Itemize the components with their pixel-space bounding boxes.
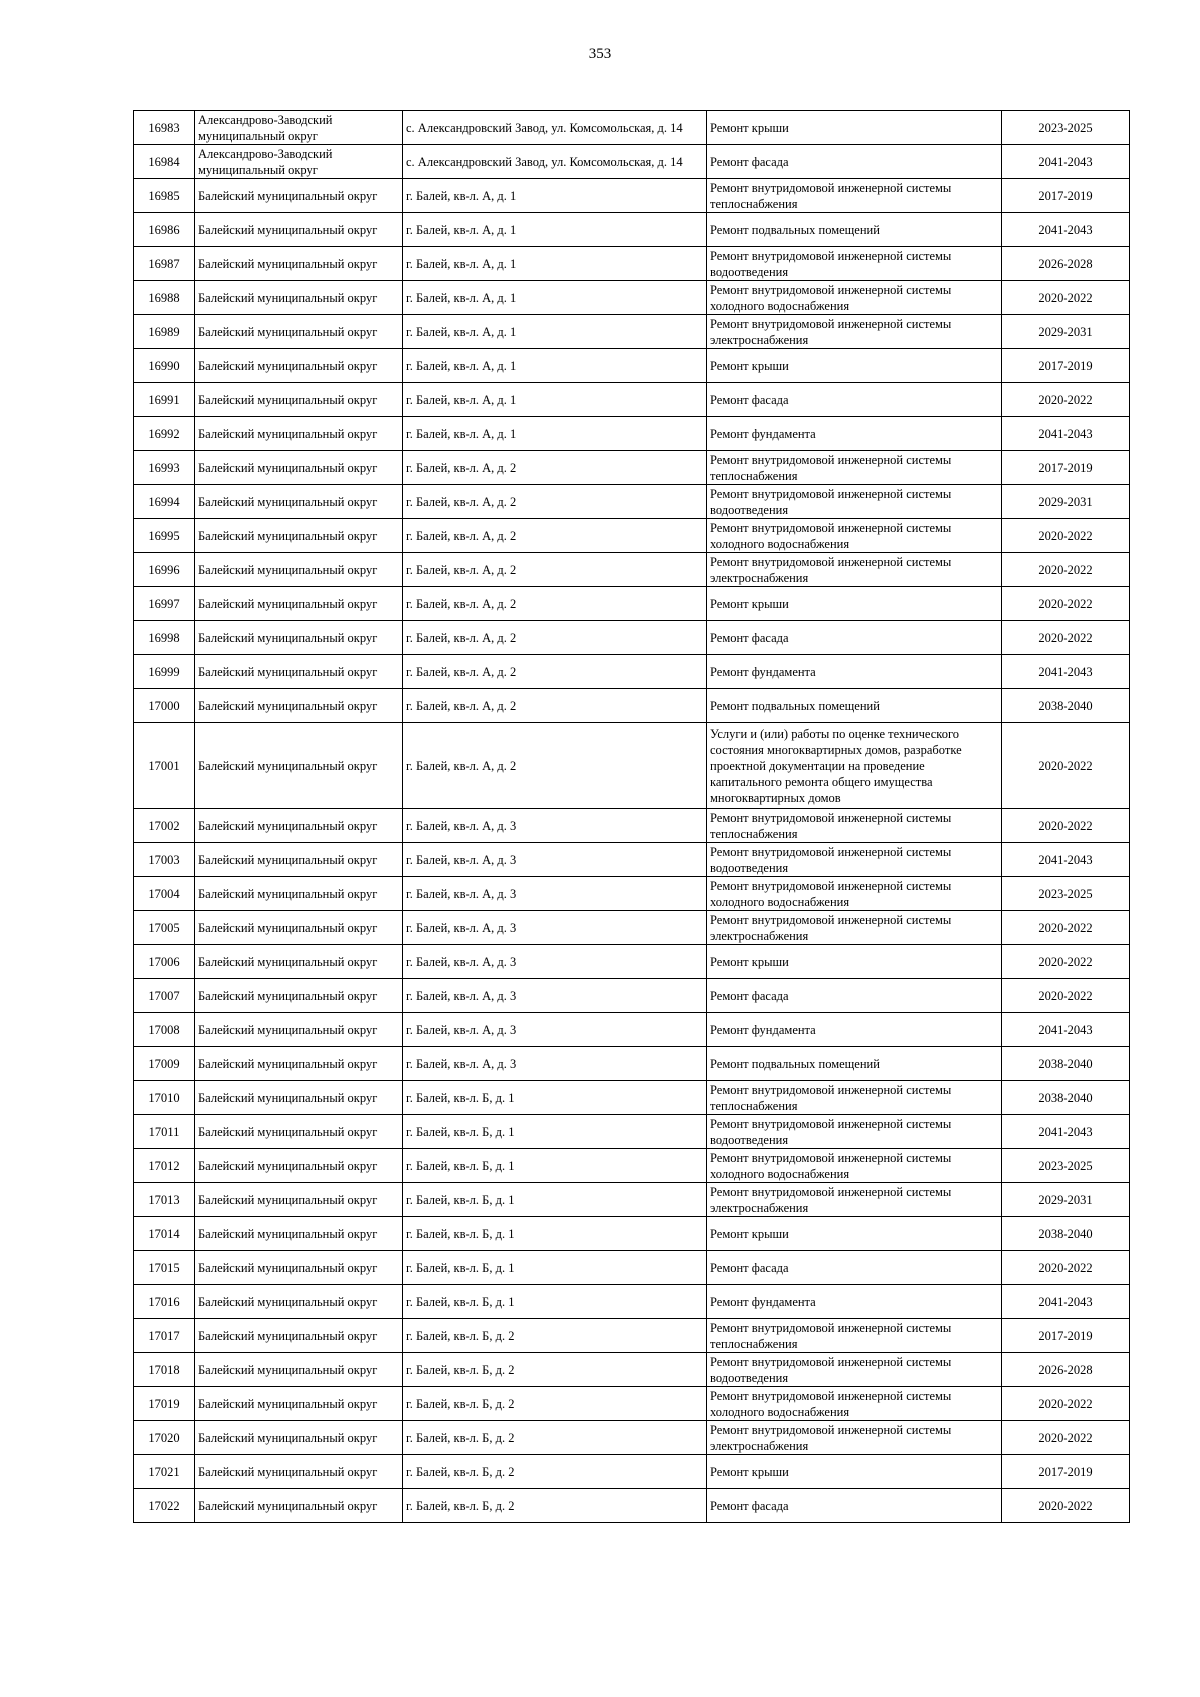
work-type-cell: Ремонт внутридомовой инженерной системы водоотведения [707,1115,1002,1149]
row-number-cell: 17012 [134,1149,195,1183]
district-cell: Балейский муниципальный округ [195,877,403,911]
table-row [134,877,1130,911]
work-type-cell: Ремонт фундамента [707,655,1002,689]
address-cell: г. Балей, кв-л. А, д. 3 [403,1013,707,1047]
work-type-cell: Ремонт крыши [707,349,1002,383]
district-cell: Балейский муниципальный округ [195,1251,403,1285]
table-row [134,587,1130,621]
row-number-cell: 16991 [134,383,195,417]
row-number-cell: 17016 [134,1285,195,1319]
work-type-cell: Ремонт внутридомовой инженерной системы теплоснабжения [707,809,1002,843]
row-number-cell: 17015 [134,1251,195,1285]
period-cell: 2026-2028 [1002,247,1130,281]
period-cell: 2020-2022 [1002,621,1130,655]
period-cell: 2020-2022 [1002,809,1130,843]
period-cell: 2017-2019 [1002,1319,1130,1353]
row-number-cell: 16990 [134,349,195,383]
address-cell: г. Балей, кв-л. Б, д. 2 [403,1421,707,1455]
period-cell: 2020-2022 [1002,1421,1130,1455]
table-row [134,281,1130,315]
work-type-cell: Ремонт фундамента [707,1285,1002,1319]
district-cell: Балейский муниципальный округ [195,1387,403,1421]
district-cell: Балейский муниципальный округ [195,553,403,587]
table-row [134,451,1130,485]
address-cell: г. Балей, кв-л. Б, д. 2 [403,1387,707,1421]
row-number-cell: 16988 [134,281,195,315]
work-type-cell: Ремонт внутридомовой инженерной системы холодного водоснабжения [707,519,1002,553]
district-cell: Балейский муниципальный округ [195,1183,403,1217]
district-cell: Балейский муниципальный округ [195,1217,403,1251]
address-cell: г. Балей, кв-л. А, д. 3 [403,979,707,1013]
address-cell: г. Балей, кв-л. А, д. 3 [403,945,707,979]
work-type-cell: Ремонт внутридомовой инженерной системы теплоснабжения [707,451,1002,485]
table-row [134,519,1130,553]
row-number-cell: 17017 [134,1319,195,1353]
address-cell: г. Балей, кв-л. А, д. 3 [403,843,707,877]
address-cell: г. Балей, кв-л. А, д. 1 [403,247,707,281]
table-row [134,621,1130,655]
period-cell: 2041-2043 [1002,843,1130,877]
address-cell: г. Балей, кв-л. А, д. 1 [403,315,707,349]
work-type-cell: Ремонт внутридомовой инженерной системы водоотведения [707,843,1002,877]
table-row [134,383,1130,417]
period-cell: 2038-2040 [1002,1047,1130,1081]
period-cell: 2017-2019 [1002,349,1130,383]
address-cell: г. Балей, кв-л. Б, д. 1 [403,1081,707,1115]
work-type-cell: Ремонт внутридомовой инженерной системы теплоснабжения [707,1081,1002,1115]
address-cell: г. Балей, кв-л. А, д. 1 [403,179,707,213]
district-cell: Балейский муниципальный округ [195,1421,403,1455]
work-type-cell: Ремонт крыши [707,587,1002,621]
address-cell: г. Балей, кв-л. А, д. 3 [403,911,707,945]
district-cell: Александрово-Заводский муниципальный округ [195,111,403,145]
period-cell: 2020-2022 [1002,519,1130,553]
work-type-cell: Ремонт внутридомовой инженерной системы холодного водоснабжения [707,1149,1002,1183]
row-number-cell: 17019 [134,1387,195,1421]
address-cell: г. Балей, кв-л. А, д. 2 [403,689,707,723]
row-number-cell: 17007 [134,979,195,1013]
period-cell: 2020-2022 [1002,911,1130,945]
page-number: 353 [588,46,612,62]
work-type-cell: Ремонт внутридомовой инженерной системы холодного водоснабжения [707,281,1002,315]
period-cell: 2041-2043 [1002,417,1130,451]
row-number-cell: 16992 [134,417,195,451]
district-cell: Балейский муниципальный округ [195,1319,403,1353]
district-cell: Балейский муниципальный округ [195,349,403,383]
row-number-cell: 17013 [134,1183,195,1217]
work-type-cell: Услуги и (или) работы по оценке технического состояния многоквартирных домов, разработке проектной документации на проведение капитального ремонта общего имущества многоквартирных домов [707,723,1002,809]
district-cell: Балейский муниципальный округ [195,587,403,621]
address-cell: г. Балей, кв-л. А, д. 2 [403,587,707,621]
row-number-cell: 17014 [134,1217,195,1251]
period-cell: 2020-2022 [1002,723,1130,809]
table-row [134,1319,1130,1353]
work-type-cell: Ремонт внутридомовой инженерной системы холодного водоснабжения [707,877,1002,911]
district-cell: Балейский муниципальный округ [195,485,403,519]
address-cell: г. Балей, кв-л. А, д. 1 [403,417,707,451]
district-cell: Балейский муниципальный округ [195,519,403,553]
table-row [134,689,1130,723]
address-cell: г. Балей, кв-л. А, д. 2 [403,621,707,655]
row-number-cell: 17003 [134,843,195,877]
row-number-cell: 17004 [134,877,195,911]
address-cell: г. Балей, кв-л. Б, д. 1 [403,1183,707,1217]
period-cell: 2020-2022 [1002,1387,1130,1421]
period-cell: 2020-2022 [1002,281,1130,315]
address-cell: г. Балей, кв-л. А, д. 1 [403,383,707,417]
table-row [134,417,1130,451]
table-row [134,179,1130,213]
table-row [134,553,1130,587]
row-number-cell: 17021 [134,1455,195,1489]
district-cell: Балейский муниципальный округ [195,315,403,349]
table-row [134,1183,1130,1217]
period-cell: 2020-2022 [1002,1489,1130,1523]
period-cell: 2017-2019 [1002,451,1130,485]
table-row [134,945,1130,979]
period-cell: 2041-2043 [1002,1013,1130,1047]
district-cell: Балейский муниципальный округ [195,1115,403,1149]
district-cell: Балейский муниципальный округ [195,417,403,451]
address-cell: г. Балей, кв-л. Б, д. 2 [403,1489,707,1523]
period-cell: 2023-2025 [1002,111,1130,145]
period-cell: 2041-2043 [1002,1115,1130,1149]
address-cell: г. Балей, кв-л. А, д. 3 [403,1047,707,1081]
capital-repair-table [133,110,1130,1523]
address-cell: г. Балей, кв-л. А, д. 1 [403,349,707,383]
period-cell: 2038-2040 [1002,689,1130,723]
row-number-cell: 17020 [134,1421,195,1455]
district-cell: Балейский муниципальный округ [195,979,403,1013]
table-row [134,1353,1130,1387]
work-type-cell: Ремонт фасада [707,621,1002,655]
address-cell: г. Балей, кв-л. А, д. 1 [403,213,707,247]
row-number-cell: 16995 [134,519,195,553]
district-cell: Балейский муниципальный округ [195,1047,403,1081]
district-cell: Балейский муниципальный округ [195,213,403,247]
district-cell: Балейский муниципальный округ [195,179,403,213]
district-cell: Балейский муниципальный округ [195,1455,403,1489]
period-cell: 2041-2043 [1002,1285,1130,1319]
district-cell: Балейский муниципальный округ [195,1353,403,1387]
work-type-cell: Ремонт фундамента [707,417,1002,451]
work-type-cell: Ремонт внутридомовой инженерной системы водоотведения [707,485,1002,519]
work-type-cell: Ремонт внутридомовой инженерной системы теплоснабжения [707,179,1002,213]
district-cell: Балейский муниципальный округ [195,809,403,843]
table-row [134,1115,1130,1149]
address-cell: г. Балей, кв-л. Б, д. 2 [403,1353,707,1387]
row-number-cell: 16989 [134,315,195,349]
table-row [134,1285,1130,1319]
district-cell: Балейский муниципальный округ [195,1149,403,1183]
period-cell: 2020-2022 [1002,1251,1130,1285]
district-cell: Балейский муниципальный округ [195,451,403,485]
row-number-cell: 16993 [134,451,195,485]
address-cell: г. Балей, кв-л. Б, д. 1 [403,1251,707,1285]
period-cell: 2026-2028 [1002,1353,1130,1387]
row-number-cell: 16994 [134,485,195,519]
work-type-cell: Ремонт внутридомовой инженерной системы холодного водоснабжения [707,1387,1002,1421]
period-cell: 2041-2043 [1002,213,1130,247]
district-cell: Балейский муниципальный округ [195,247,403,281]
address-cell: г. Балей, кв-л. А, д. 3 [403,809,707,843]
district-cell: Балейский муниципальный округ [195,1013,403,1047]
work-type-cell: Ремонт внутридомовой инженерной системы электроснабжения [707,1421,1002,1455]
row-number-cell: 16996 [134,553,195,587]
period-cell: 2038-2040 [1002,1217,1130,1251]
table-row [134,247,1130,281]
district-cell: Балейский муниципальный округ [195,723,403,809]
work-type-cell: Ремонт крыши [707,1217,1002,1251]
district-cell: Балейский муниципальный округ [195,689,403,723]
work-type-cell: Ремонт подвальных помещений [707,213,1002,247]
period-cell: 2023-2025 [1002,1149,1130,1183]
address-cell: с. Александровский Завод, ул. Комсомольская, д. 14 [403,145,707,179]
address-cell: г. Балей, кв-л. А, д. 2 [403,519,707,553]
work-type-cell: Ремонт фасада [707,1251,1002,1285]
period-cell: 2020-2022 [1002,553,1130,587]
address-cell: г. Балей, кв-л. Б, д. 1 [403,1217,707,1251]
period-cell: 2020-2022 [1002,979,1130,1013]
address-cell: г. Балей, кв-л. А, д. 3 [403,877,707,911]
work-type-cell: Ремонт внутридомовой инженерной системы водоотведения [707,247,1002,281]
period-cell: 2020-2022 [1002,945,1130,979]
table-row [134,1013,1130,1047]
row-number-cell: 16984 [134,145,195,179]
work-type-cell: Ремонт внутридомовой инженерной системы электроснабжения [707,315,1002,349]
row-number-cell: 17009 [134,1047,195,1081]
period-cell: 2020-2022 [1002,587,1130,621]
district-cell: Балейский муниципальный округ [195,911,403,945]
table-row [134,1081,1130,1115]
row-number-cell: 16997 [134,587,195,621]
period-cell: 2017-2019 [1002,1455,1130,1489]
row-number-cell: 16983 [134,111,195,145]
work-type-cell: Ремонт внутридомовой инженерной системы электроснабжения [707,1183,1002,1217]
work-type-cell: Ремонт внутридомовой инженерной системы электроснабжения [707,911,1002,945]
row-number-cell: 17010 [134,1081,195,1115]
table-row [134,1149,1130,1183]
address-cell: г. Балей, кв-л. Б, д. 2 [403,1455,707,1489]
table-row [134,1387,1130,1421]
row-number-cell: 17005 [134,911,195,945]
address-cell: г. Балей, кв-л. А, д. 2 [403,553,707,587]
work-type-cell: Ремонт внутридомовой инженерной системы водоотведения [707,1353,1002,1387]
district-cell: Балейский муниципальный округ [195,1489,403,1523]
table-row [134,1455,1130,1489]
district-cell: Балейский муниципальный округ [195,655,403,689]
table-row [134,809,1130,843]
table-row [134,655,1130,689]
row-number-cell: 17001 [134,723,195,809]
work-type-cell: Ремонт крыши [707,1455,1002,1489]
address-cell: г. Балей, кв-л. А, д. 2 [403,723,707,809]
table-row [134,1217,1130,1251]
table-row [134,1047,1130,1081]
table-row [134,349,1130,383]
period-cell: 2029-2031 [1002,1183,1130,1217]
address-cell: г. Балей, кв-л. Б, д. 2 [403,1319,707,1353]
row-number-cell: 16985 [134,179,195,213]
address-cell: с. Александровский Завод, ул. Комсомольская, д. 14 [403,111,707,145]
work-type-cell: Ремонт подвальных помещений [707,1047,1002,1081]
table-row [134,979,1130,1013]
work-type-cell: Ремонт фасада [707,979,1002,1013]
work-type-cell: Ремонт внутридомовой инженерной системы электроснабжения [707,553,1002,587]
work-type-cell: Ремонт фундамента [707,1013,1002,1047]
row-number-cell: 17006 [134,945,195,979]
work-type-cell: Ремонт крыши [707,111,1002,145]
period-cell: 2020-2022 [1002,383,1130,417]
row-number-cell: 17008 [134,1013,195,1047]
work-type-cell: Ремонт крыши [707,945,1002,979]
period-cell: 2023-2025 [1002,877,1130,911]
district-cell: Балейский муниципальный округ [195,281,403,315]
table-row [134,111,1130,145]
period-cell: 2029-2031 [1002,315,1130,349]
work-type-cell: Ремонт подвальных помещений [707,689,1002,723]
work-type-cell: Ремонт фасада [707,1489,1002,1523]
row-number-cell: 17000 [134,689,195,723]
district-cell: Балейский муниципальный округ [195,945,403,979]
table-row [134,1421,1130,1455]
table-row [134,1489,1130,1523]
row-number-cell: 16987 [134,247,195,281]
row-number-cell: 16999 [134,655,195,689]
table-row [134,1251,1130,1285]
work-type-cell: Ремонт фасада [707,383,1002,417]
table-body [134,111,1130,1523]
address-cell: г. Балей, кв-л. А, д. 2 [403,655,707,689]
address-cell: г. Балей, кв-л. А, д. 2 [403,451,707,485]
district-cell: Балейский муниципальный округ [195,1081,403,1115]
district-cell: Балейский муниципальный округ [195,621,403,655]
period-cell: 2041-2043 [1002,145,1130,179]
address-cell: г. Балей, кв-л. Б, д. 1 [403,1115,707,1149]
period-cell: 2038-2040 [1002,1081,1130,1115]
table-row [134,213,1130,247]
district-cell: Балейский муниципальный округ [195,1285,403,1319]
table-row [134,843,1130,877]
table-row [134,145,1130,179]
address-cell: г. Балей, кв-л. А, д. 1 [403,281,707,315]
row-number-cell: 17002 [134,809,195,843]
district-cell: Балейский муниципальный округ [195,843,403,877]
row-number-cell: 17018 [134,1353,195,1387]
district-cell: Балейский муниципальный округ [195,383,403,417]
period-cell: 2041-2043 [1002,655,1130,689]
address-cell: г. Балей, кв-л. А, д. 2 [403,485,707,519]
table-row [134,723,1130,809]
period-cell: 2017-2019 [1002,179,1130,213]
address-cell: г. Балей, кв-л. Б, д. 1 [403,1149,707,1183]
work-type-cell: Ремонт фасада [707,145,1002,179]
row-number-cell: 17011 [134,1115,195,1149]
address-cell: г. Балей, кв-л. Б, д. 1 [403,1285,707,1319]
row-number-cell: 16986 [134,213,195,247]
row-number-cell: 17022 [134,1489,195,1523]
row-number-cell: 16998 [134,621,195,655]
work-type-cell: Ремонт внутридомовой инженерной системы теплоснабжения [707,1319,1002,1353]
table-row [134,485,1130,519]
period-cell: 2029-2031 [1002,485,1130,519]
district-cell: Александрово-Заводский муниципальный округ [195,145,403,179]
table-row [134,911,1130,945]
table-row [134,315,1130,349]
